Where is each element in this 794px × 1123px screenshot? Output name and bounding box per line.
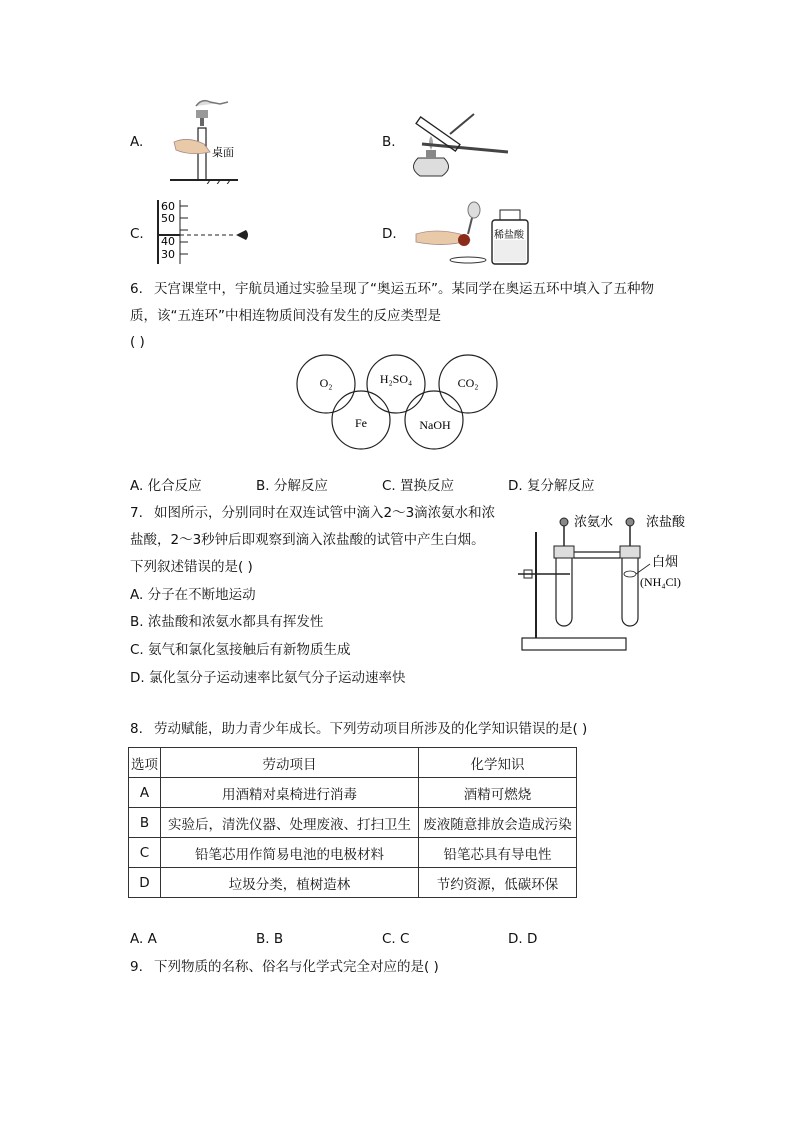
q6-option-d[interactable]: D. 复分解反应: [508, 478, 595, 494]
ring-label-naoh: NaOH: [419, 418, 451, 432]
row-c-knowledge: 铅笔芯具有导电性: [419, 838, 577, 868]
q5-option-d-figure: [412, 200, 532, 266]
q8-table: [128, 747, 577, 898]
q5-option-c-label: C.: [130, 226, 144, 242]
header-chem-knowledge: 化学知识: [419, 748, 577, 778]
q9-stem: 下列物质的名称、俗名与化学式完全对应的是( ): [154, 959, 439, 975]
q5-option-a-figure: [160, 96, 240, 184]
q6-option-a[interactable]: A. 化合反应: [130, 478, 202, 494]
q7-option-a[interactable]: A. 分子在不断地运动: [130, 587, 256, 603]
q7-stem-line3: 下列叙述错误的是( ): [130, 559, 253, 575]
q7-apparatus-figure: [514, 508, 704, 654]
header-labor-item: 劳动项目: [161, 748, 419, 778]
row-b-option: B: [129, 808, 161, 838]
q6-answer-blank: ( ): [130, 334, 145, 350]
ring-label-h2so4: H₂SO₄: [379, 372, 413, 386]
table-row: [129, 778, 577, 808]
q8-option-b[interactable]: B. B: [256, 931, 284, 947]
q7-option-c[interactable]: C. 氨气和氯化氢接触后有新物质生成: [130, 642, 351, 658]
table-row: [129, 808, 577, 838]
q7-number: 7.: [130, 505, 143, 521]
q8-number: 8.: [130, 721, 143, 737]
q8-option-a[interactable]: A. A: [130, 931, 157, 947]
row-d-knowledge: 节约资源，低碳环保: [419, 868, 577, 898]
q8-option-c[interactable]: C. C: [382, 931, 410, 947]
c-tick-30: 30: [161, 248, 175, 261]
q5-option-d-label: D.: [382, 226, 397, 242]
q5-option-b-figure: [404, 104, 514, 180]
row-a-knowledge: 酒精可燃烧: [419, 778, 577, 808]
q5-option-b-label: B.: [382, 134, 396, 150]
ring-label-o2: O₂: [319, 376, 333, 390]
label-nh4cl: (NH₄Cl): [640, 575, 681, 589]
q5-a-table-label: 桌面: [212, 146, 234, 159]
q8-option-d[interactable]: D. D: [508, 931, 538, 947]
q5-option-c-figure: [152, 198, 252, 266]
q7-stem-line2: 盐酸，2～3秒钟后即观察到滴入浓盐酸的试管中产生白烟。: [130, 532, 485, 548]
q5-d-bottle-label: 稀盐酸: [494, 230, 524, 241]
q6-stem-line1: 天宫课堂中，宇航员通过实验呈现了“奥运五环”。某同学在奥运五环中填入了五种物: [154, 281, 654, 297]
q6-stem-line2: 质，该“五连环”中相连物质间没有发生的反应类型是: [130, 308, 441, 324]
ring-label-co2: CO₂: [457, 376, 479, 390]
row-a-option: A: [129, 778, 161, 808]
c-tick-60: 60: [161, 200, 175, 213]
q6-option-b[interactable]: B. 分解反应: [256, 478, 328, 494]
label-smoke: 白烟: [652, 555, 679, 570]
ring-label-fe: Fe: [355, 416, 367, 430]
c-tick-50: 50: [161, 212, 175, 225]
label-ammonia: 浓氨水: [574, 515, 614, 530]
row-d-option: D: [129, 868, 161, 898]
q6-number: 6.: [130, 281, 143, 297]
row-a-labor: 用酒精对桌椅进行消毒: [161, 778, 419, 808]
row-d-labor: 垃圾分类，植树造林: [161, 868, 419, 898]
table-row: [129, 838, 577, 868]
row-b-knowledge: 废液随意排放会造成污染: [419, 808, 577, 838]
q7-option-b[interactable]: B. 浓盐酸和浓氨水都具有挥发性: [130, 614, 324, 630]
q9-number: 9.: [130, 959, 143, 975]
row-c-option: C: [129, 838, 161, 868]
row-c-labor: 铅笔芯用作简易电池的电极材料: [161, 838, 419, 868]
q7-stem-line1: 如图所示，分别同时在双连试管中滴入2～3滴浓氨水和浓: [154, 505, 496, 521]
table-header-row: [129, 748, 577, 778]
q5-option-a-label: A.: [130, 134, 144, 150]
q6-option-c[interactable]: C. 置换反应: [382, 478, 455, 494]
q7-option-d[interactable]: D. 氯化氢分子运动速率比氨气分子运动速率快: [130, 670, 406, 686]
q8-stem: 劳动赋能，助力青少年成长。下列劳动项目所涉及的化学知识错误的是( ): [154, 721, 588, 737]
q6-rings-figure: [290, 354, 505, 450]
header-option: 选项: [129, 748, 161, 778]
table-row: [129, 868, 577, 898]
c-tick-40: 40: [161, 235, 175, 248]
row-b-labor: 实验后，清洗仪器、处理废液、打扫卫生: [161, 808, 419, 838]
label-hcl: 浓盐酸: [646, 515, 686, 530]
